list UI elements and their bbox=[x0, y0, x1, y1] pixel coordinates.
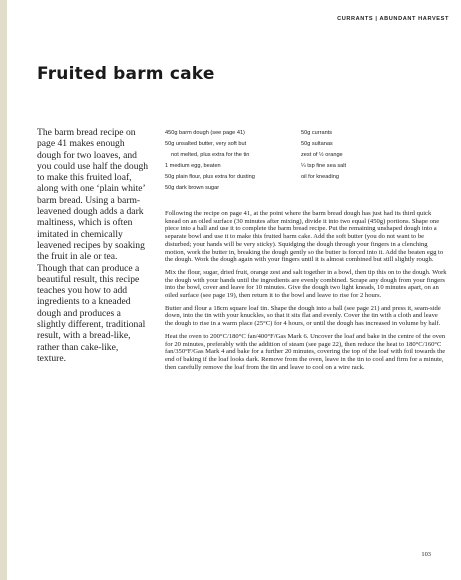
ingredient-item: ¼ tsp fine sea salt bbox=[301, 163, 347, 169]
ingredient-item: 50g sultanas bbox=[301, 141, 333, 147]
page-number: 103 bbox=[421, 551, 431, 558]
ingredient-item: oil for kneading bbox=[301, 174, 339, 180]
book-page bbox=[7, 0, 461, 580]
method-steps bbox=[165, 210, 447, 376]
ingredient-item: not melted, plus extra for the tin bbox=[171, 152, 250, 158]
ingredient-item: 50g dark brown sugar bbox=[165, 185, 220, 191]
recipe-intro: The barm bread recipe on page 41 makes enough dough for two loaves, and you could use half the dough to make this fruited loaf, along with one ‘plain white’ barm bread. Using a barm-leavened dough adds a dark maltiness, which is often imitated in chemically leavened recipes by soaking the fruit in ale or tea. Though that can produce a beautiful result, this recipe teaches you how to add ingredients to a kneaded dough and produces a slightly different, traditional result, with a bread-like, rather than cake-like, texture. bbox=[37, 127, 149, 364]
method-paragraph: Following the recipe on page 41, at the point where the barm bread dough has just had its third quick knead on an oiled surface (30 minutes after mixing), divide it into two equal (450g) portions. Shape one piece into a ball and use it to complete the barm bread recipe. Put the remaining unshaped dough into a separate bowl and use it to make this fruited barm cake. Add the soft butter (you do not want to be disturbed; your hands will be very sticky). Squidging the dough through your fingers in a clenching motion, work the butter in, breaking the dough gently so the butter is forced into it. Add the beaten egg to the dough. Work the dough again with your fingers until it is almost combined but still slightly rough. bbox=[165, 210, 444, 264]
page-edge bbox=[0, 0, 7, 580]
ingredients-column-left bbox=[165, 128, 295, 194]
ingredient-item: 1 medium egg, beaten bbox=[165, 163, 221, 169]
method-paragraph: Heat the oven to 200°C/180°C fan/400°F/Gas Mark 6. Uncover the loaf and bake in the centre of the oven for 20 minutes, preferably with the addition of steam (see page 22), then reduce the heat to 180°C/160°C fan/350°F/Gas Mark 4 and bake for a further 20 minutes, covering the top of the loaf with foil towards the end of baking if the loaf looks dark. Remove from the oven, leave in the tin to cool and firm for a minute, then carefully remove the loaf from the tin and leave to cool on a wire rack. bbox=[165, 332, 446, 371]
method-paragraph: Butter and flour a 18cm square loaf tin. Shape the dough into a ball (see page 21) and press it, seam-side down, into the tin with your knuckles, so that it sits flat and evenly. Cover the tin with a cloth and leave the dough to rise in a warm place (25°C) for 4 hours, or until the dough has increased in volume by half. bbox=[165, 304, 441, 328]
running-head: CURRANTS | ABUNDANT HARVEST bbox=[337, 16, 449, 22]
ingredient-item: 50g unsalted butter, very soft but bbox=[165, 141, 247, 147]
ingredient-item: zest of ½ orange bbox=[301, 152, 343, 158]
ingredient-item: 50g currants bbox=[301, 130, 333, 136]
ingredient-item: 450g barm dough (see page 41) bbox=[165, 130, 245, 136]
recipe-title: Fruited barm cake bbox=[37, 64, 215, 84]
method-paragraph: Mix the flour, sugar, dried fruit, orange zest and salt together in a bowl, then tip this on to the dough. Work the dough with your hands until the ingredients are evenly combined. Scrape any dough from your fingers into the bowl, cover and leave for 10 minutes. Give the dough two light kneads, 10 minutes apart, on an oiled surface (see page 19), then return it to the bowl and leave to rise for 2 hours. bbox=[165, 268, 447, 300]
ingredient-item: 50g plain flour, plus extra for dusting bbox=[165, 174, 255, 180]
ingredients-column-right bbox=[301, 128, 441, 183]
